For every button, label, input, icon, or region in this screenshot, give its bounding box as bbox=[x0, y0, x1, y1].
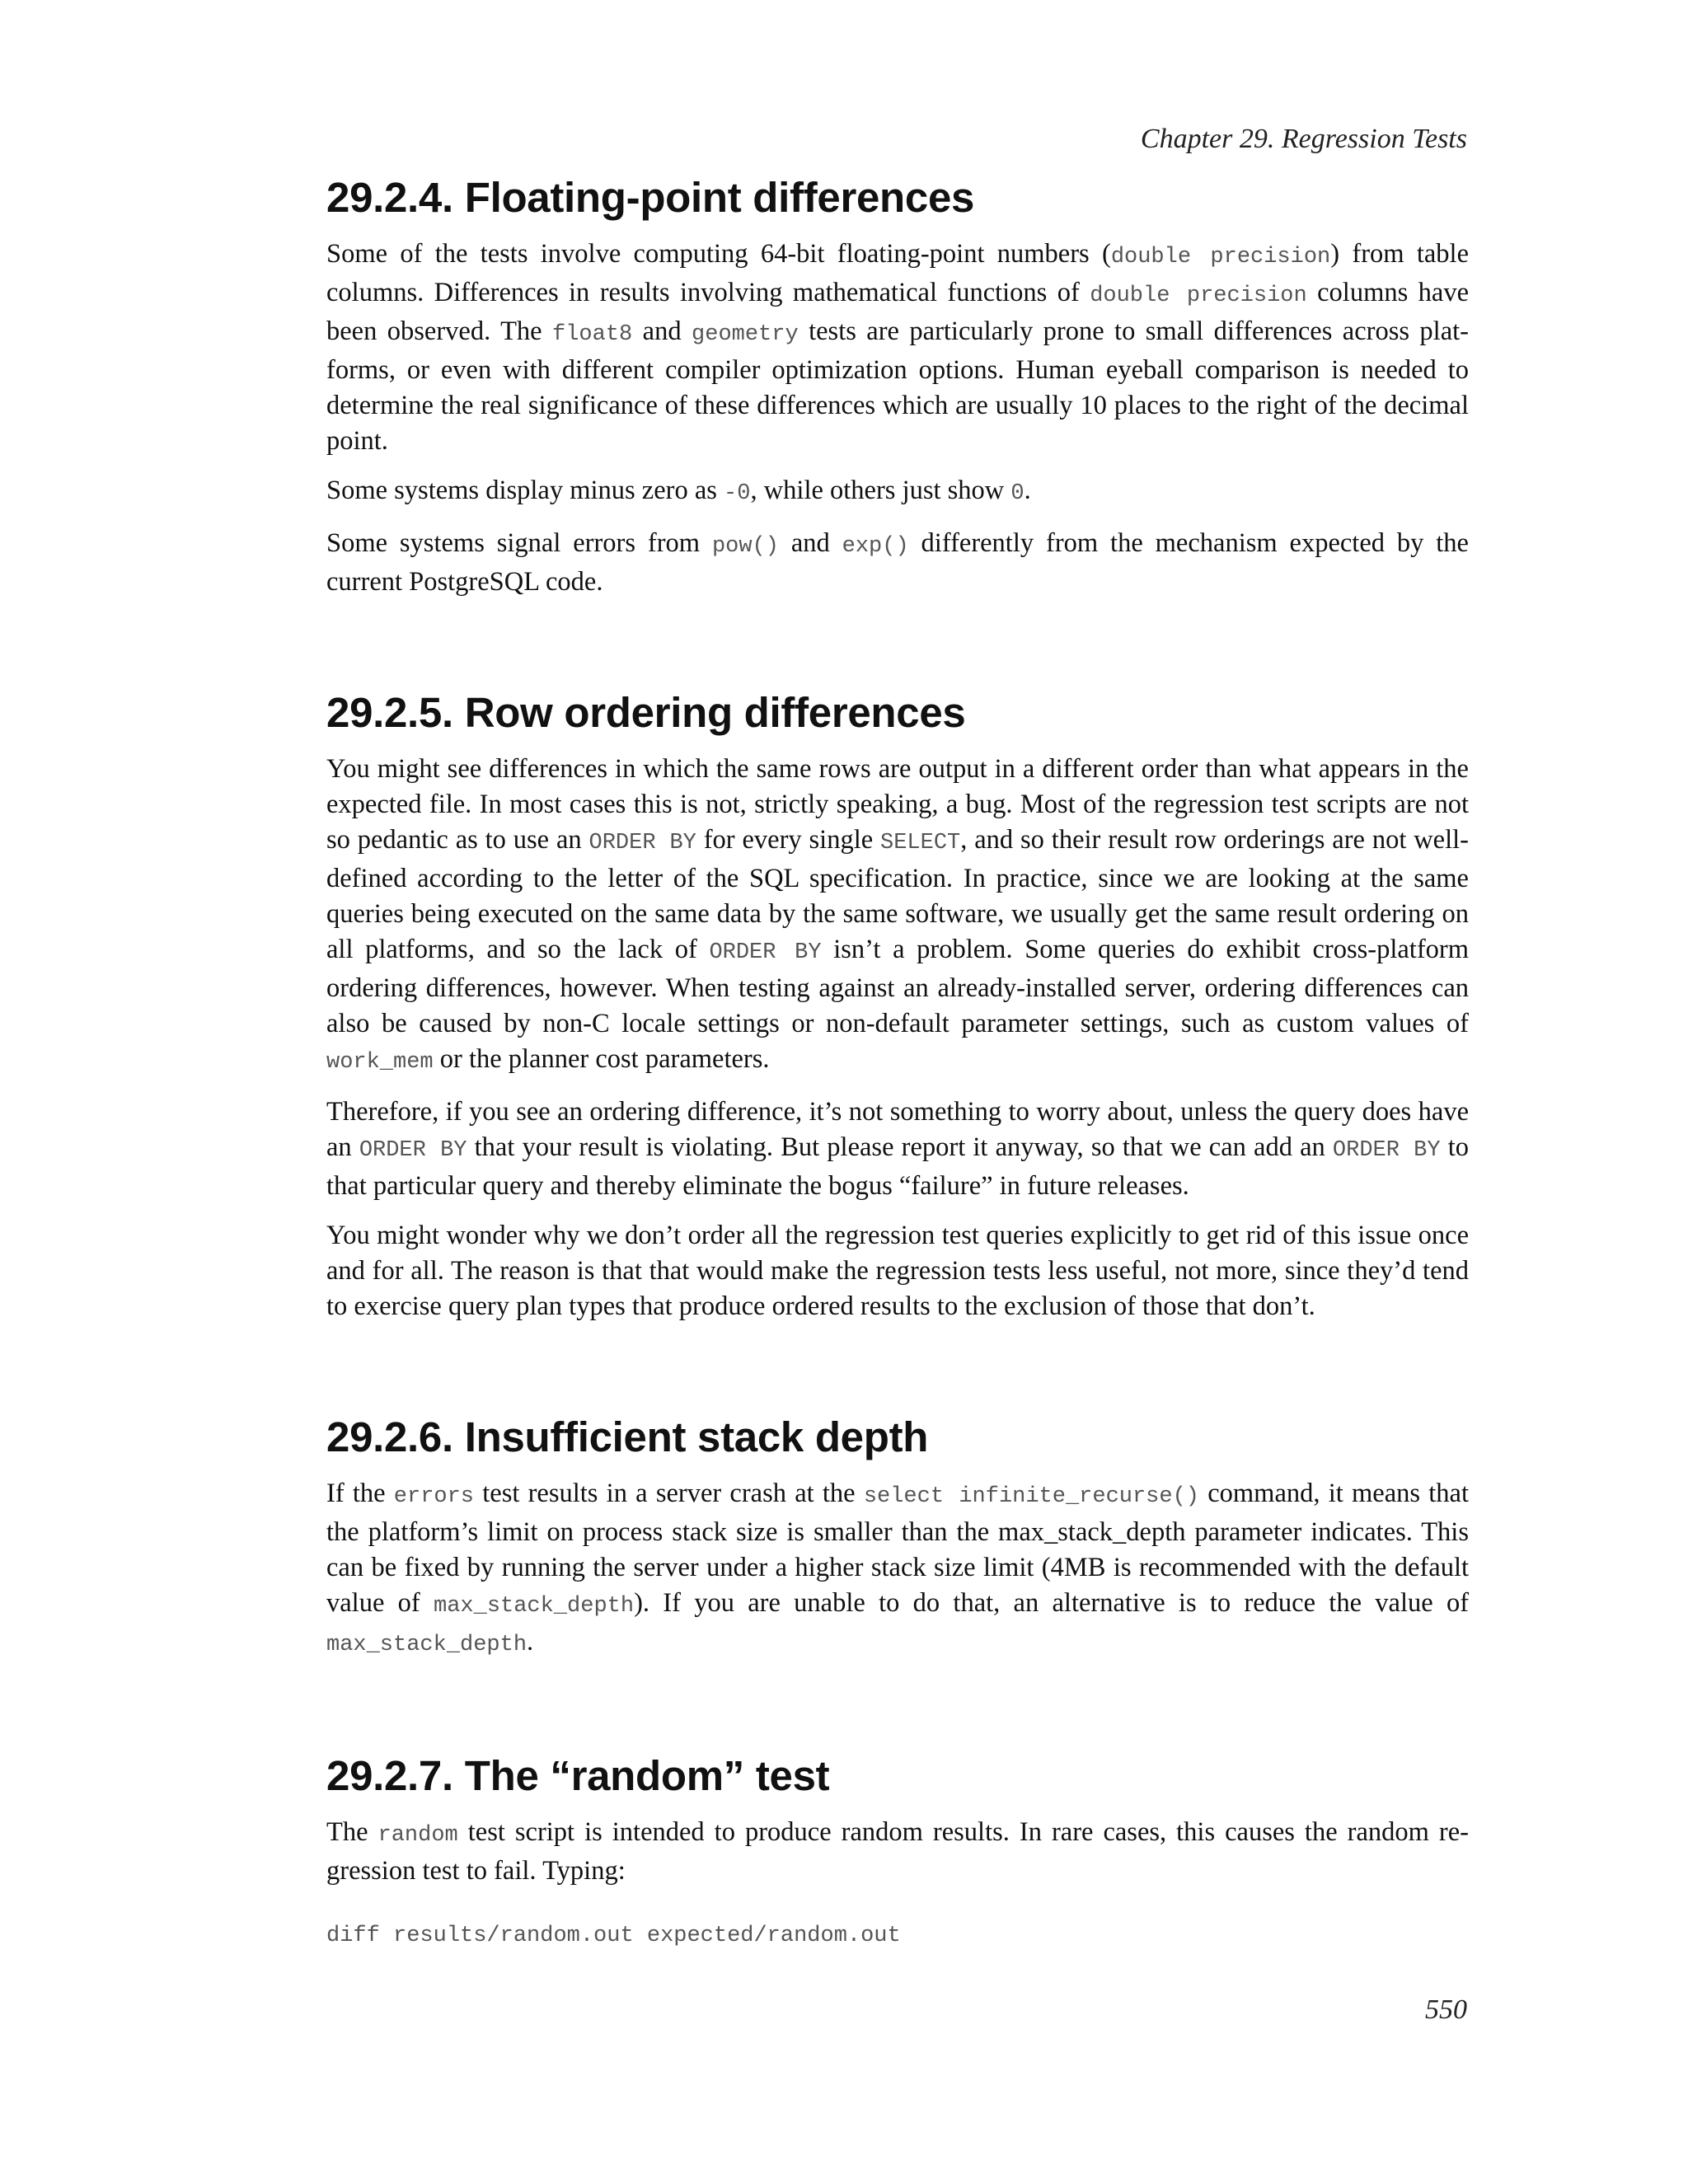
section-row-ordering bbox=[326, 688, 1469, 1324]
section-random-test bbox=[326, 1751, 1469, 1948]
inline-code: exp() bbox=[842, 534, 909, 559]
section-spacer bbox=[326, 1677, 1469, 1751]
code-block: diff results/random.out expected/random.out bbox=[326, 1924, 901, 1948]
section-stack-depth bbox=[326, 1413, 1469, 1663]
inline-code: errors bbox=[393, 1484, 475, 1509]
text-run: . bbox=[527, 1627, 534, 1657]
running-head: Chapter 29. Regression Tests bbox=[1140, 124, 1467, 154]
page-content bbox=[326, 173, 1469, 1948]
inline-code: geometry bbox=[692, 322, 799, 347]
text-run: . bbox=[1024, 476, 1031, 505]
text-run: that your result is violating. But please report it anyway, so that we can add an bbox=[467, 1132, 1333, 1162]
text-run: columns have been observed. The bbox=[326, 278, 1469, 346]
paragraph bbox=[326, 752, 1469, 1080]
section-heading: 29.2.4. Floating-point differences bbox=[326, 174, 975, 221]
inline-code: float8 bbox=[552, 322, 633, 347]
inline-code: max_stack_depth bbox=[326, 1633, 528, 1657]
inline-code: max_stack_depth bbox=[434, 1594, 635, 1619]
inline-code: select infinite_recurse() bbox=[863, 1484, 1199, 1509]
text-run: The bbox=[326, 1817, 378, 1847]
text-run: test results in a server crash at the bbox=[474, 1479, 864, 1508]
section-heading: 29.2.7. The “random” test bbox=[326, 1752, 830, 1799]
section-spacer bbox=[326, 1338, 1469, 1413]
paragraph bbox=[326, 1476, 1469, 1663]
text-run: and bbox=[632, 316, 692, 346]
text-run: Some of the tests involve computing 64-bit floating-point numbers ( bbox=[326, 239, 1111, 269]
section-spacer bbox=[326, 614, 1469, 688]
inline-code: ORDER BY bbox=[359, 1138, 467, 1163]
text-run: ) from table columns. Differences in results involving mathematical functions of bbox=[326, 239, 1469, 307]
section-heading: 29.2.5. Row ordering differences bbox=[326, 689, 966, 736]
inline-code: -0 bbox=[724, 481, 751, 506]
paragraph bbox=[326, 1094, 1469, 1204]
inline-code: work_mem bbox=[326, 1050, 434, 1075]
inline-code: double precision bbox=[1110, 245, 1331, 269]
text-run: or the planner cost parameters. bbox=[433, 1044, 770, 1074]
text-run: command, it means that the platform’s limit on process stack size is smaller than the max_stack_depth parameter indicates. This can be fixed by running the server under a higher stack size limit (4MB is recommended with the default value of bbox=[326, 1479, 1469, 1618]
text-run: , and so their result row orderings are not well-defined according to the letter of the SQL specification. In practice, since we are looking at the same queries being executed on the same data by the same software, we usually get the same result ordering on all platforms, and so the lack of bbox=[326, 825, 1469, 964]
paragraph bbox=[326, 526, 1469, 600]
text-run: Therefore, if you see an ordering difference, it’s not something to worry about, unless the query does have an bbox=[326, 1097, 1469, 1162]
text-run: differently from the mechanism expected by the current PostgreSQL code. bbox=[326, 528, 1469, 597]
text-run: test script is intended to produce random results. In rare cases, this causes the random re-gression test to fail. Typing: bbox=[326, 1817, 1469, 1886]
text-run: , while others just show bbox=[750, 476, 1011, 505]
inline-code: random bbox=[377, 1823, 458, 1848]
text-run: You might see differences in which the same rows are output in a different order than what appears in the expected file. In most cases this is not, strictly speaking, a bug. Most of the regression test scripts are not so pedantic as to use an bbox=[326, 754, 1469, 855]
section-heading: 29.2.6. Insufficient stack depth bbox=[326, 1413, 929, 1460]
inline-code: double precision bbox=[1090, 284, 1307, 308]
inline-code: ORDER BY bbox=[1332, 1138, 1441, 1163]
text-run: Some systems signal errors from bbox=[326, 528, 712, 558]
paragraph bbox=[326, 473, 1469, 512]
inline-code: ORDER BY bbox=[588, 831, 696, 855]
inline-code: pow() bbox=[711, 534, 779, 559]
text-run: ). If you are unable to do that, an alternative is to reduce the value of bbox=[634, 1588, 1470, 1618]
inline-code: 0 bbox=[1010, 481, 1025, 506]
text-run: to that particular query and thereby eliminate the bogus “failure” in future releases. bbox=[326, 1132, 1469, 1201]
text-run: If the bbox=[326, 1479, 394, 1508]
paragraph: You might wonder why we don’t order all the regression test queries explicitly to get rid of this issue once and for all. The reason is that that would make the regression tests less useful, not more, since they’d tend to exercise query plan types that produce ordered results to the exclusion of those that don’t. bbox=[326, 1221, 1469, 1321]
inline-code: SELECT bbox=[880, 831, 961, 855]
text-run: and bbox=[778, 528, 842, 558]
text-run: Some systems display minus zero as bbox=[326, 476, 724, 505]
inline-code: ORDER BY bbox=[709, 940, 822, 965]
text-run: isn’t a problem. Some queries do exhibit cross-platform ordering differences, however. When testing against an already-installed server, ordering differences can also be caused by non-C locale settings or non-default parameter settings, such as custom values of bbox=[326, 935, 1469, 1038]
section-floating-point bbox=[326, 173, 1469, 600]
text-run: tests are particularly prone to small differences across plat-forms, or even with different compiler optimization options. Human eyeball comparison is needed to determine the real significance of these differences which are usually 10 places to the right of the decimal point. bbox=[326, 316, 1469, 456]
paragraph bbox=[326, 237, 1469, 459]
paragraph bbox=[326, 1815, 1469, 1889]
page-number: 550 bbox=[1425, 1994, 1467, 2025]
text-run: for every single bbox=[696, 825, 881, 855]
